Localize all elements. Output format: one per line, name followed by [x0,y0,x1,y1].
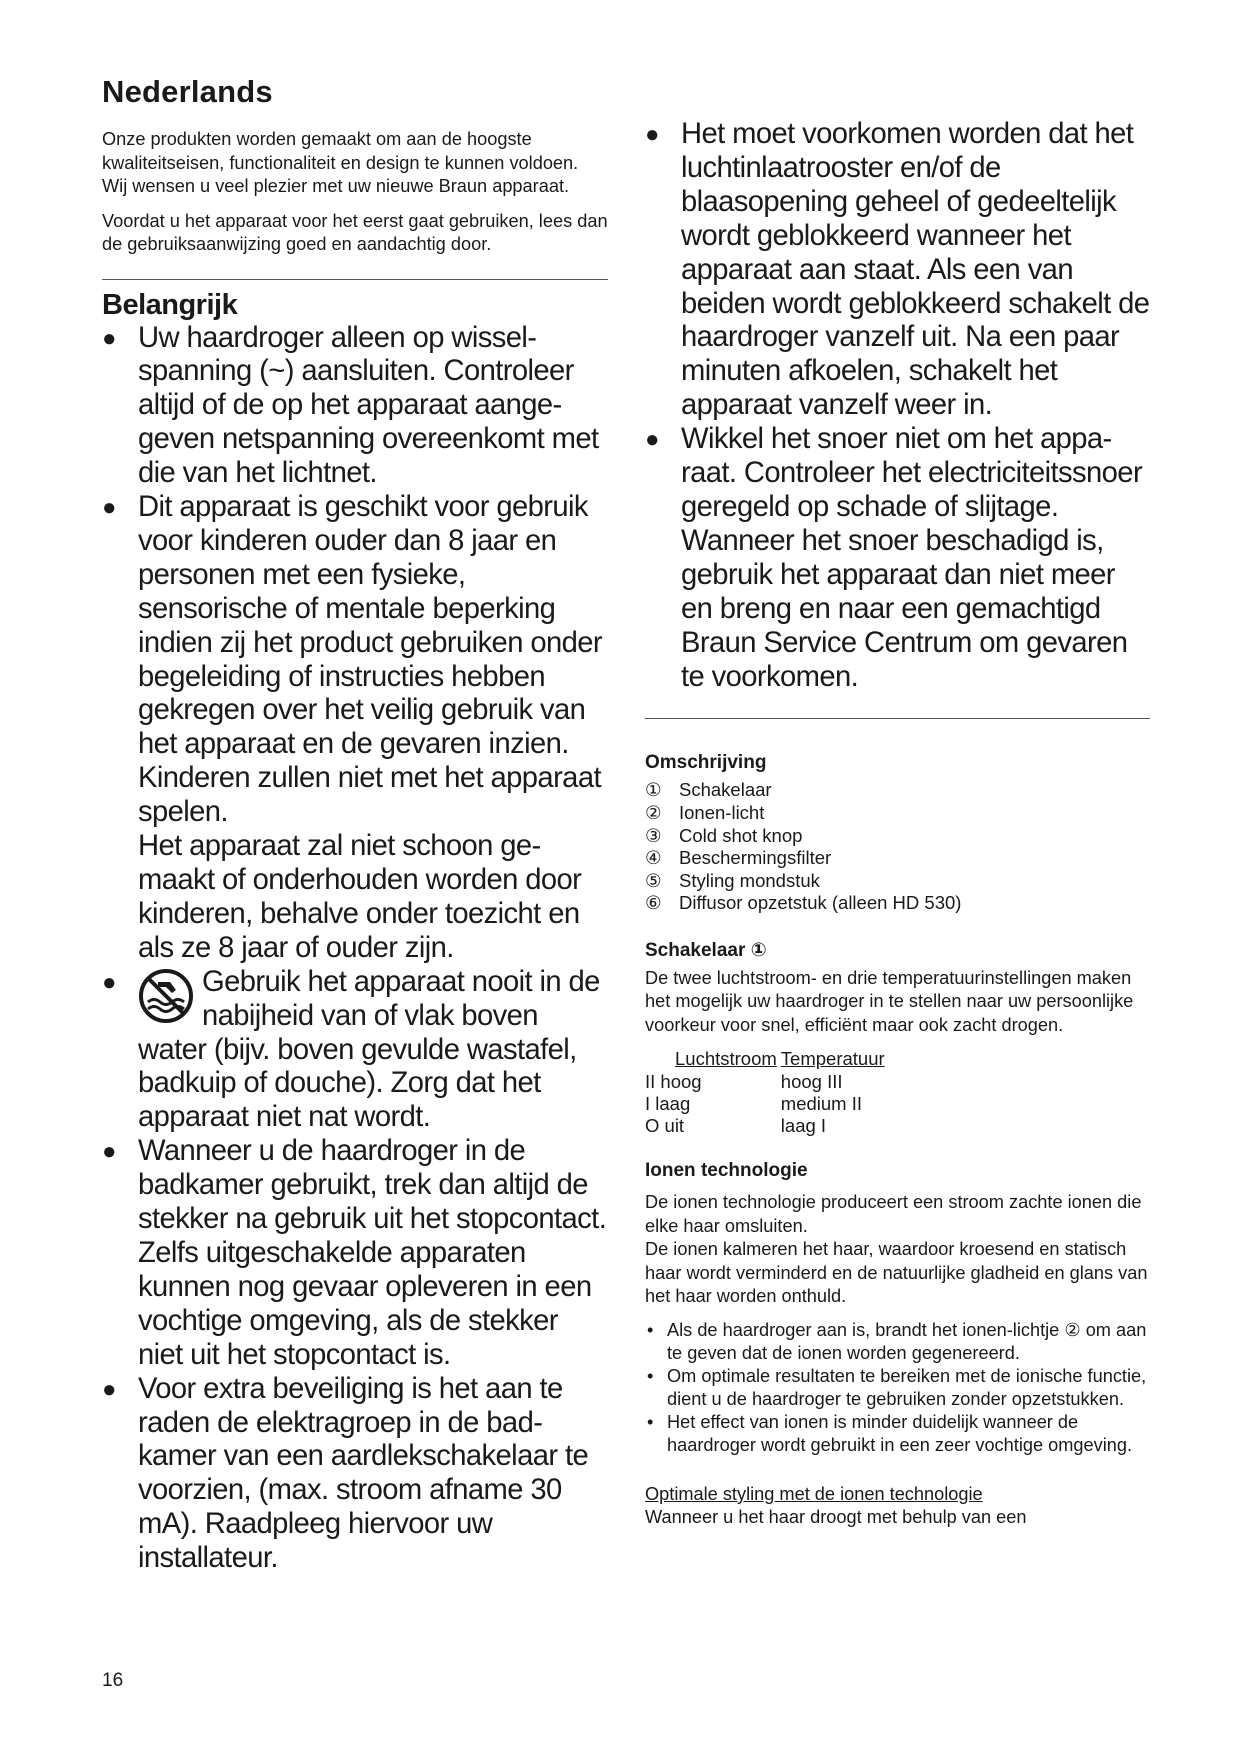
bullet-icon: ● [102,1375,116,1403]
switch-heading: Schakelaar ① [645,939,767,961]
list-item [102,1373,608,1576]
table-cell: laag I [780,1115,827,1137]
table-row [645,1115,889,1137]
part-label: Beschermingsfilter [679,847,832,869]
list-item-text: Wikkel het snoer niet om het apparaat. Controleer het electriciteitssnoer geregeld op schade of slijtage. Wanneer het snoer beschadigd is, gebruik het apparaat dan niet meer en breng en naar een gemachtigd Braun Service Centrum om gevaren te voorkomen. [681,423,1143,693]
list-item-text: Om optimale resultaten te bereiken met de ionische functie, dient u de haardroger te gebruiken zonder opzetstukken. [667,1365,1147,1409]
list-item-text: Uw haardroger alleen op wisselspanning (~) aansluiten. Controleer altijd of de op het apparaat aangegeven netspanning overeenkomt met die van het lichtnet. [138,321,599,490]
part-number: ④ [645,847,662,869]
list-item-text-continued: Het apparaat zal niet schoon gemaakt of onderhouden worden door kinderen, behalve onder toezicht en als ze 8 jaar of ouder zijn. [138,830,582,964]
list-item-text: Wanneer u de haardroger in de badkamer gebruikt, trek dan altijd de stekker na gebruik uit het stopcontact. Zelfs uitgeschakelde apparaten kunnen nog gevaar opleveren in een vochtige omgeving, als de stekker niet uit het stopcontact is. [138,1135,607,1371]
important-heading: Belangrijk [102,288,238,321]
list-item-text: Dit apparaat is geschikt voor gebruik voor kinderen ouder dan 8 jaar en personen met een fysieke, sensorische of mentale beperking indien zij het product gebruiken onder begeleiding of instructies hebben gekregen over het veilig gebruik van het apparaat en de gevaren inzien. Kinderen zullen niet met het apparaat spelen. [138,491,602,829]
list-item-text: Voor extra beveiliging is het aan te raden de elektragroep in de badkamer van een aardlekschakelaar te voorzien, (max. stroom afname 30 mA). Raadpleeg hiervoor uw installateur. [138,1372,589,1575]
list-item-text: Als de haardroger aan is, brandt het ionen-lichtje ② om aan te geven dat de ionen worden gegenereerd. [667,1319,1147,1363]
part-label: Cold shot knop [679,824,803,846]
ion-technology-heading: Ionen technologie [645,1160,808,1182]
list-item-text: Het effect van ionen is minder duidelijk wanneer de haardroger wordt gebruikt in een zeer vochtige omgeving. [667,1411,1133,1455]
list-item [645,870,1150,893]
table-header-airflow: Luchtstroom [675,1048,777,1070]
list-item-text: Gebruik het apparaat nooit in de nabijheid van of vlak boven water (bijv. boven gevulde wastafel, badkuip of douche). Zorg dat het apparaat niet nat wordt. [138,965,600,1134]
section-divider [102,279,608,280]
part-number: ⑤ [645,869,662,891]
no-water-warning-icon [138,968,194,1024]
bullet-icon: ● [102,494,116,522]
list-item [102,966,608,1136]
bullet-icon: ● [102,1138,116,1166]
styling-text: Wanneer u het haar droogt met behulp van een [645,1507,1027,1528]
bullet-icon: ● [102,324,116,352]
section-divider [645,718,1150,719]
left-column [102,72,608,1576]
settings-table [645,1047,889,1137]
list-item [645,892,1150,915]
list-item [645,1319,1150,1365]
part-label: Ionen-licht [679,802,765,823]
part-number: ① [645,779,662,801]
right-column [645,118,1150,1536]
list-item-text: Het moet voorkomen worden dat het luchtinlaatrooster en/of de blaasopening geheel of gedeeltelijk wordt geblokkeerd wanneer het apparaat aan staat. Als een van beiden wordt geblokkeerd schakelt de haardroger vanzelf uit. Na een paar minuten afkoelen, schakelt het apparaat vanzelf weer in. [681,118,1150,422]
table-cell: O uit [645,1115,685,1137]
table-cell: II hoog [645,1071,702,1093]
bullet-icon: • [647,1319,654,1340]
part-number: ⑥ [645,892,662,914]
part-number: ③ [645,824,662,846]
table-cell: hoog III [780,1071,843,1093]
part-label: Schakelaar [679,779,772,801]
part-number: ② [645,802,662,823]
list-item [645,118,1150,423]
intro-paragraph-2: Voordat u het apparaat voor het eerst gaat gebruiken, lees dan de gebruiksaanwijzing goed en aandachtig door. [102,210,608,254]
important-list [102,322,608,1577]
page-title: Nederlands [102,74,273,109]
part-label: Styling mondstuk [679,869,820,891]
list-item [645,1365,1150,1411]
list-item [645,423,1150,694]
page-number: 16 [102,1670,124,1691]
bullet-icon: ● [102,968,116,996]
ion-tips-list [645,1319,1150,1457]
ion-technology-text-2: De ionen kalmeren het haar, waardoor kroesend en statisch haar wordt verminderd en de natuurlijke gladheid en glans van het haar worden onthuld. [645,1239,1148,1307]
ion-technology-text-1: De ionen technologie produceert een stroom zachte ionen die elke haar omsluiten. [645,1192,1142,1236]
table-row [645,1093,889,1115]
bullet-icon: • [647,1365,654,1386]
important-list-continued [645,118,1150,694]
table-row [645,1071,889,1093]
list-item [645,1411,1150,1457]
list-item [645,779,1150,802]
list-item [645,802,1150,825]
list-item [102,1135,608,1372]
styling-heading: Optimale styling met de ionen technologie [645,1483,983,1504]
table-cell: medium II [780,1093,863,1115]
parts-list [645,779,1150,915]
list-item [102,322,608,492]
description-heading: Omschrijving [645,752,767,774]
intro-paragraph-1: Onze produkten worden gemaakt om aan de hoogste kwaliteitseisen, functionaliteit en design te kunnen voldoen. Wij wensen u veel plezier met uw nieuwe Braun apparaat. [102,129,579,196]
list-item [645,825,1150,848]
bullet-icon: • [647,1411,654,1432]
switch-text: De twee luchtstroom- en drie temperatuurinstellingen maken het mogelijk uw haardroger in te stellen naar uw persoonlijke voorkeur voor snel, efficiënt maar ook zacht drogen. [645,967,1134,1035]
table-header-temperature: Temperatuur [780,1048,885,1070]
part-label: Diffusor opzetstuk (alleen HD 530) [679,892,962,914]
bullet-icon: ● [645,426,659,454]
list-item [102,491,608,966]
table-cell: I laag [645,1093,691,1115]
bullet-icon: ● [645,121,659,148]
list-item [645,847,1150,870]
